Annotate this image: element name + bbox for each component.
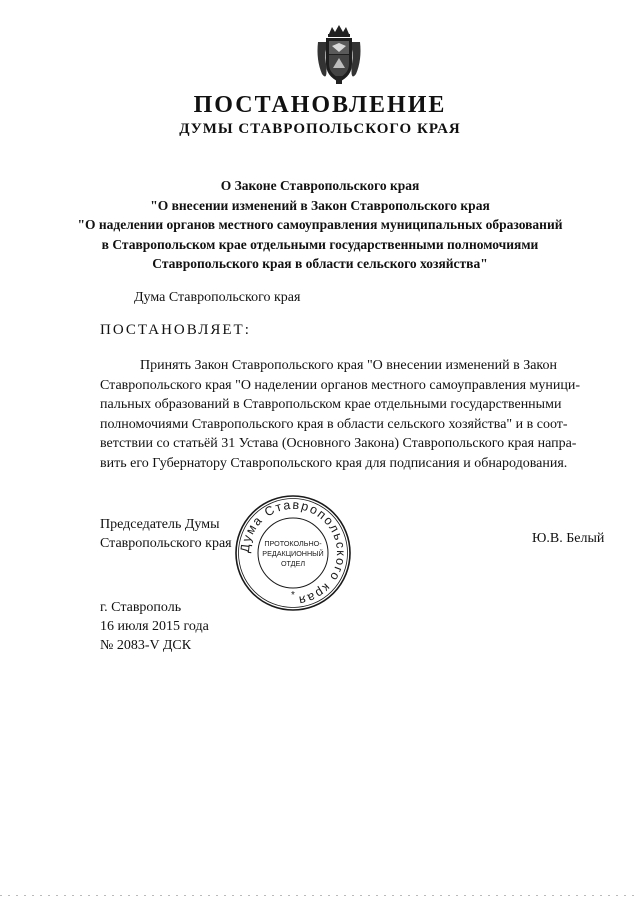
position-line: Председатель Думы (100, 517, 220, 532)
subject-line: "О внесении изменений в Закон Ставропольского края (150, 197, 490, 213)
paragraph-line: Ставропольского края "О наделении органов местного самоуправления муници- (100, 377, 581, 393)
footer-number: № 2083-V ДСК (100, 638, 192, 653)
subject-line: в Ставропольском крае отдельными государственными полномочиями (101, 236, 539, 252)
coat-of-arms-icon (316, 24, 362, 86)
paragraph-line: пальных образований в Ставропольском крае отдельными государственными (100, 397, 562, 412)
resolve-heading: ПОСТАНОВЛЯЕТ: (100, 322, 251, 338)
document-title: ПОСТАНОВЛЕНИЕ (193, 92, 447, 118)
paragraph-line: полномочиями Ставропольского края в области сельского хозяйства" и в соот- (100, 416, 568, 432)
subject-line: Ставропольского края в области сельского хозяйства" (152, 256, 488, 271)
page-bottom-rule (0, 895, 640, 896)
paragraph-line: ветствии со статьёй 31 Устава (Основного Закона) Ставропольского края напра- (100, 436, 577, 451)
stamp-ring-text: Дума Ставропольского края (237, 497, 349, 608)
footer-date: 16 июля 2015 года (100, 619, 209, 634)
stamp-center-line: ПРОТОКОЛЬНО- (264, 539, 322, 548)
issuer-line: Дума Ставропольского края (134, 290, 301, 305)
subject-line: "О наделении органов местного самоуправления муниципальных образований (77, 217, 563, 232)
resolution-paragraph (100, 356, 581, 473)
stamp-star: * (291, 590, 295, 601)
paragraph-line: Принять Закон Ставропольского края "О внесении изменений в Закон (140, 358, 558, 373)
signatory-position (100, 515, 232, 553)
paragraph-line: вить его Губернатору Ставропольского края для подписания и обнародования. (100, 455, 568, 471)
official-stamp (234, 494, 352, 612)
stamp-center-line: РЕДАКЦИОННЫЙ (262, 549, 324, 558)
document-subject (60, 176, 580, 274)
document-subtitle: ДУМЫ СТАВРОПОЛЬСКОГО КРАЯ (179, 121, 461, 137)
subject-line: О Законе Ставропольского края (220, 178, 420, 193)
signatory-name: Ю.В. Белый (532, 531, 605, 546)
position-line: Ставропольского края (100, 536, 232, 551)
footer-city: г. Ставрополь (100, 600, 182, 615)
stamp-center-line: ОТДЕЛ (280, 559, 306, 568)
document-footer (100, 598, 209, 655)
